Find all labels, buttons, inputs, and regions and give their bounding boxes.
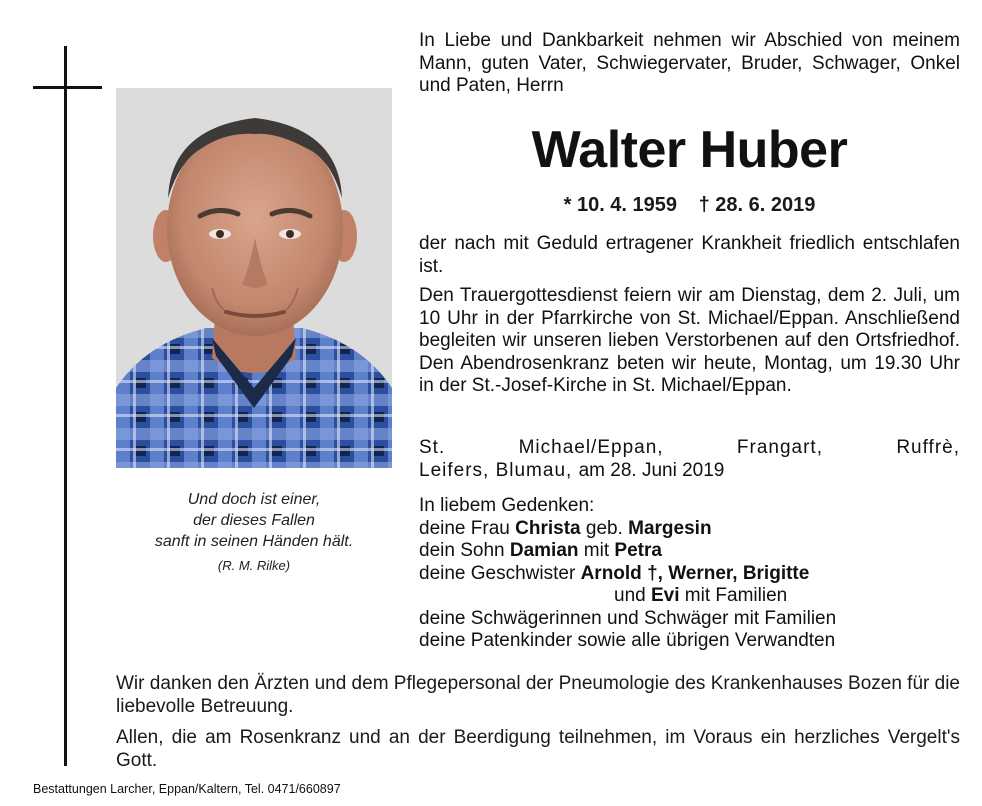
poem-quote (116, 489, 392, 576)
funeral-details: Den Trauergottesdienst feiern wir am Dienstag, dem 2. Juli, um 10 Uhr in der Pfarrkirche von St. Michael/Eppan. Anschließend begleiten wir unseren lieben Verstorbenen auf den Ortsfriedhof. Den Abendrosenkranz beten wir heute, Montag, um 19.30 Uhr in der St.-Josef-Kirche in St. Michael/Eppan. (419, 285, 960, 396)
place-line-1: St. Michael/Eppan, Frangart, Ruffrè, (419, 437, 960, 458)
cross-horizontal-bar (33, 86, 102, 89)
mourners-list (419, 495, 960, 653)
place-and-date (419, 437, 960, 482)
intro-text: In Liebe und Dankbarkeit nehmen wir Abschied von meinem Mann, guten Vater, Schwiegervater, Bruder, Schwager, Onkel und Paten, Herrn (419, 30, 960, 96)
life-dates (419, 193, 960, 217)
mourner-line-godchildren: deine Patenkinder sowie alle übrigen Verwandten (419, 630, 836, 651)
poem-line-2: der dieses Fallen (193, 512, 315, 529)
mourner-line-siblings-cont: und Evi mit Familien (614, 585, 788, 606)
poem-attribution: (R. M. Rilke) (217, 558, 291, 573)
poem-line-1: Und doch ist einer, (187, 491, 321, 508)
mourner-line-son: dein Sohn Damian mit Petra (419, 540, 662, 561)
birth-date: * 10. 4. 1959 (563, 194, 678, 216)
mourners-heading: In liebem Gedenken: (419, 495, 595, 516)
thanks-hospital: Wir danken den Ärzten und dem Pflegepersonal der Pneumologie des Krankenhauses Bozen für die liebevolle Betreuung. (116, 673, 960, 717)
funeral-home-footer: Bestattungen Larcher, Eppan/Kaltern, Tel. 0471/660897 (33, 782, 341, 796)
deceased-name: Walter Huber (531, 121, 848, 179)
passing-text: der nach mit Geduld ertragener Krankheit friedlich entschlafen ist. (419, 233, 960, 277)
thanks-attendees: Allen, die am Rosenkranz und an der Beerdigung teilnehmen, im Voraus ein herzliches Vergelt's Gott. (116, 727, 960, 771)
poem-line-3: sanft in seinen Händen hält. (154, 533, 354, 550)
death-date: † 28. 6. 2019 (698, 194, 816, 216)
place-line-2: Leifers, Blumau, am 28. Juni 2019 (419, 459, 725, 481)
mourner-line-siblings: deine Geschwister Arnold †, Werner, Brigitte (419, 562, 810, 584)
cross-vertical-bar (64, 46, 67, 766)
mourner-line-wife: deine Frau Christa geb. Margesin (419, 517, 712, 539)
portrait-photo (116, 88, 392, 468)
mourner-line-in-laws: deine Schwägerinnen und Schwäger mit Familien (419, 607, 837, 629)
